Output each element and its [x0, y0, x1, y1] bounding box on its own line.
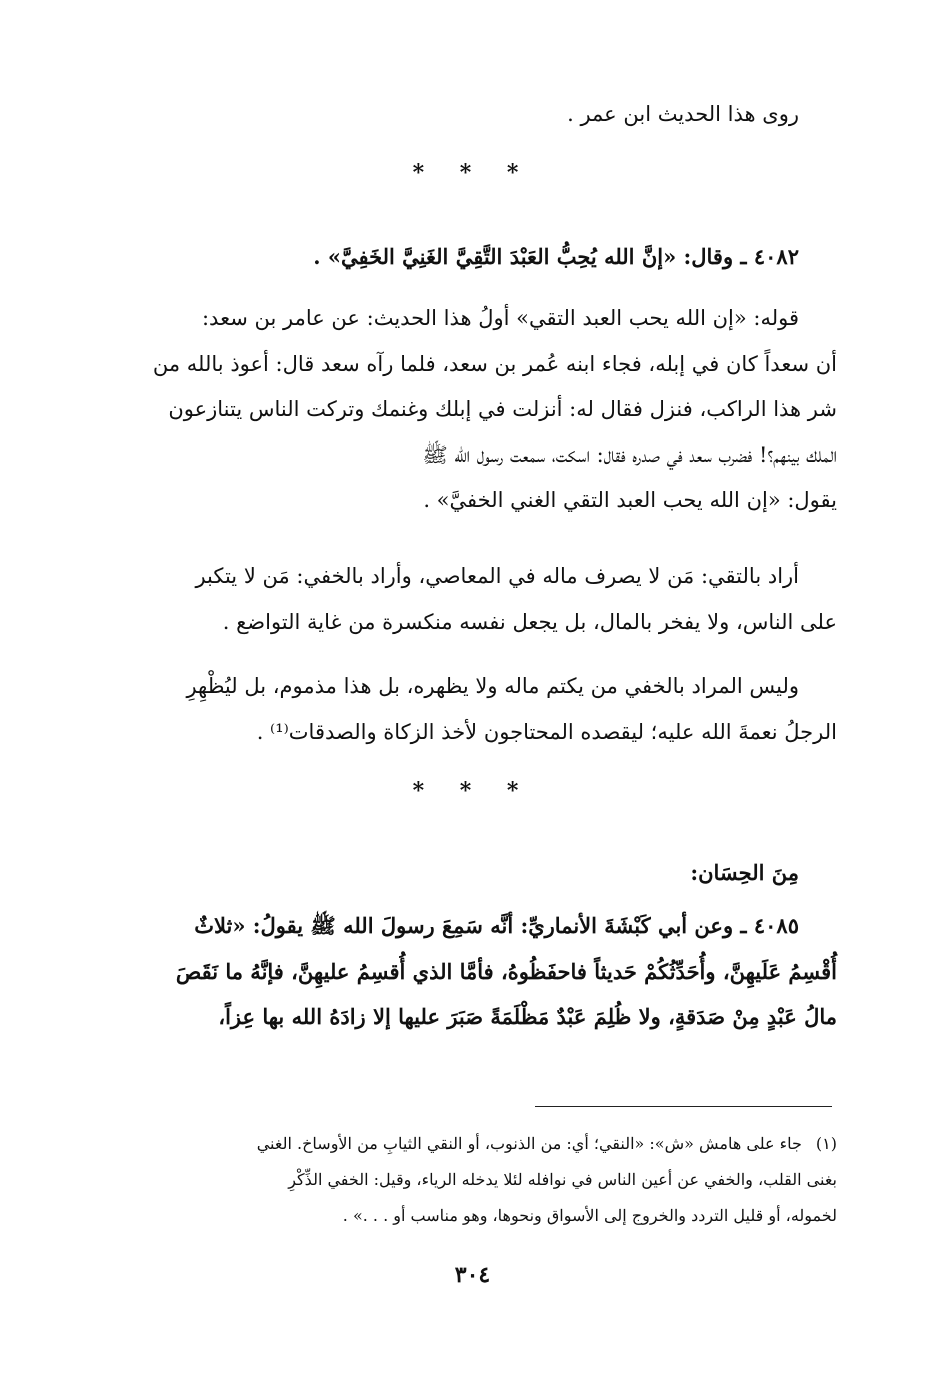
- commentary-line: الرجلُ نعمةَ الله عليه؛ ليقصده المحتاجون لأخذ الزكاة والصدقات⁽¹⁾ .: [256, 719, 837, 744]
- section-title-text: مِنَ الحِسَان:: [690, 860, 799, 885]
- section-separator: * * *: [412, 160, 533, 186]
- commentary-line: قوله: «إن الله يحب العبد التقي» أولُ هذا الحديث: عن عامر بن سعد:: [201, 306, 799, 330]
- hadith-4085: [120, 903, 837, 1040]
- footnote-number: (١): [815, 1134, 837, 1153]
- commentary-line: على الناس، ولا يفخر بالمال، بل يجعل نفسه منكسرة من غاية التواضع .: [222, 609, 837, 634]
- hadith-heading-text: ٤٠٨٢ ـ وقال: «إنَّ الله يُحِبُّ العَبْدَ التَّقِيَّ الغَنِيَّ الخَفِيَّ» .: [313, 244, 799, 269]
- commentary-line: وليس المراد بالخفي من يكتم ماله ولا يظهره، بل هذا مذموم، بل ليُظْهِرِ: [186, 674, 799, 698]
- section-separator: * * *: [412, 778, 533, 804]
- hadith-line: أُقْسِمُ عَلَيهِنَّ، وأُحَدِّثُكُمْ حَديثاً فاحفَظُوهُ، فأمَّا الذي أُقسِمُ عليهِنَّ، فإنَّهُ ما نَقَصَ: [175, 958, 837, 984]
- footnote-rule: [535, 1106, 832, 1107]
- commentary-line: يقول: «إن الله يحب العبد التقي الغني الخفيَّ» .: [423, 488, 837, 512]
- footnote-line: لخموله، أو قليل التردد والخروج إلى الأسواق ونحوها، وهو مناسب أو . . .» .: [342, 1206, 837, 1225]
- hadith-line: مالُ عَبْدٍ مِنْ صَدَقةٍ، ولا ظُلِمَ عَبْدٌ مَظْلَمَةً صَبَرَ عليها إلا زادَهُ الله بها عِزاً،: [218, 1004, 837, 1029]
- commentary-line: أن سعداً كان في إبله، فجاء ابنه عُمر بن سعد، فلما رآه سعد قال: أعوذ بالله من: [152, 351, 837, 376]
- text-line: روى هذا الحديث ابن عمر .: [567, 102, 799, 126]
- hadith-4082-commentary-2: [120, 554, 837, 645]
- hadith-4082-heading: [120, 234, 837, 280]
- intro-line: [120, 92, 837, 138]
- hadith-line: ٤٠٨٥ ـ وعن أبي كَبْشَةَ الأنماريِّ: أنَّه سَمِعَ رسولَ الله ﷺ يقولُ: «ثلاثٌ: [194, 913, 799, 938]
- footnote-line: بغنى القلب، والخفي عن أعين الناس في نوافله لئلا يدخله الرياء، وقيل: الخفي الذِّكْرِ: [288, 1170, 837, 1189]
- commentary-line: الملك بينهم؟! فضرب سعد في صدره فقال: اسكت، سمعت رسول الله ﷺ: [422, 442, 837, 467]
- commentary-line: شر هذا الراكب، فنزل فقال له: أنزلت في إبلك وغنمك وتركت الناس يتنازعون: [168, 397, 837, 421]
- section-title: [120, 850, 837, 896]
- footnote-line: جاء على هامش «ش»: «النقي؛ أي: من الذنوب، أو النقي الثيابِ من الأوساخ. الغني: [256, 1134, 802, 1153]
- page-number: ٣٠٤: [454, 1262, 491, 1288]
- hadith-4082-commentary-1: [120, 296, 837, 524]
- footnote: [120, 1126, 837, 1234]
- commentary-line: أراد بالتقي: مَن لا يصرف ماله في المعاصي، وأراد بالخفي: مَن لا يتكبر: [195, 564, 799, 588]
- hadith-4082-commentary-3: [120, 664, 837, 755]
